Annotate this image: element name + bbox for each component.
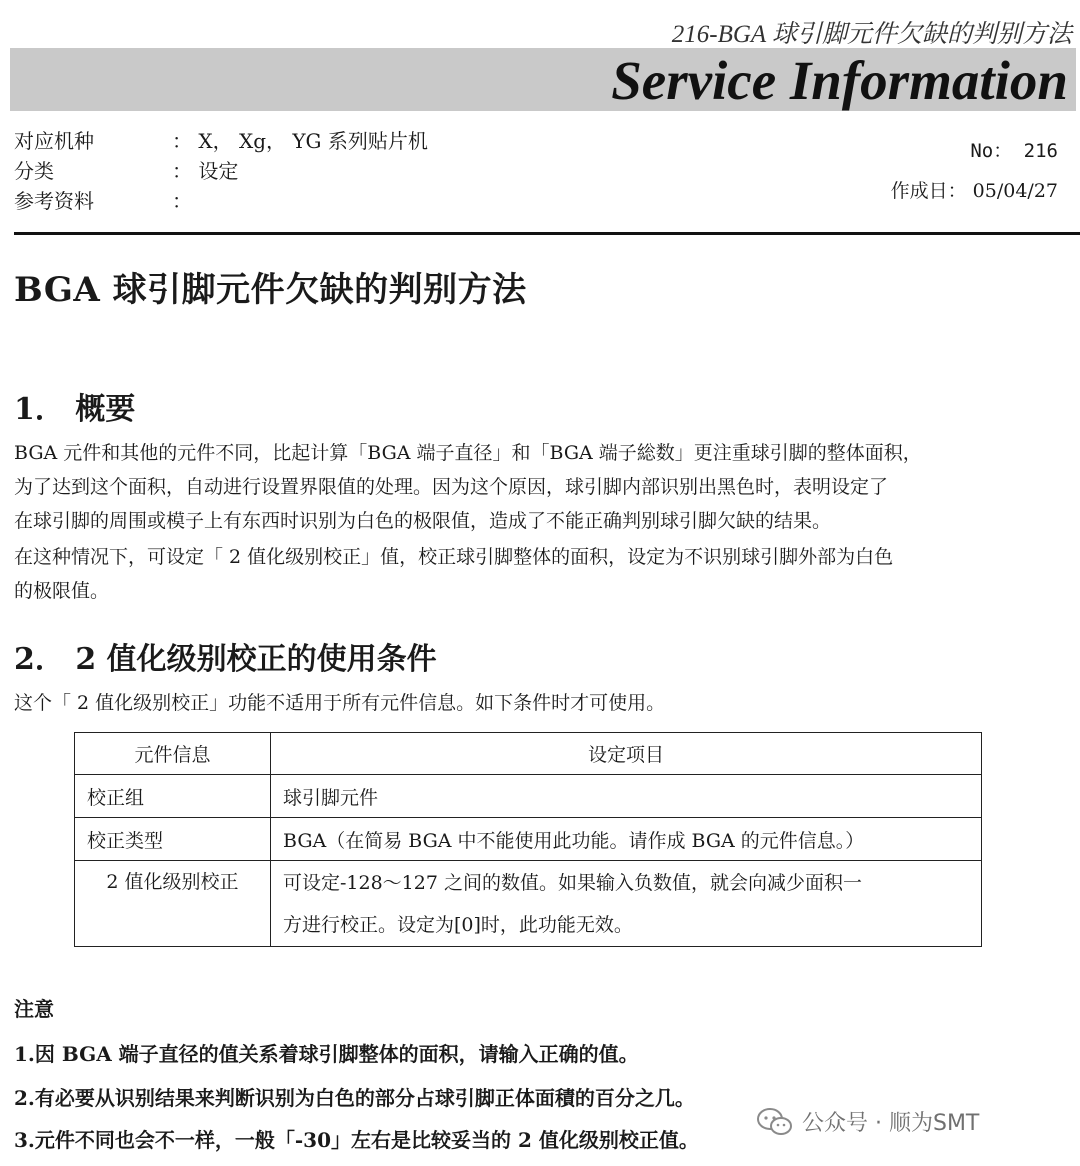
section-2-intro: 这个「 2 值化级别校正」功能不适用于所有元件信息。如下条件时才可使用。 <box>14 692 666 714</box>
meta-row-references <box>14 186 428 216</box>
paragraph-line: 的极限值。 <box>14 580 110 602</box>
notes-heading: 注意 <box>14 997 54 1021</box>
meta-label: 分类 <box>14 159 54 183</box>
note-item: 3.元件不同也会不一样，一般「-30」左右是比较妥当的 2 值化级别校正值。 <box>14 1128 699 1152</box>
creation-date: 作成日： 05/04/27 <box>890 180 1058 202</box>
document-code-title: 216-BGA 球引脚元件欠缺的判别方法 <box>671 21 1072 48</box>
section-2-heading: 2． 2 值化级别校正的使用条件 <box>14 642 437 677</box>
document-meta <box>14 126 428 216</box>
table-header-cell: 元件信息 <box>75 733 271 775</box>
wechat-icon <box>756 1107 794 1137</box>
table-cell-setting: BGA（在简易 BGA 中不能使用此功能。请作成 BGA 的元件信息。） <box>271 818 982 861</box>
meta-value: ： X， Xg， YG 系列贴片机 <box>172 129 428 153</box>
page-title: BGA 球引脚元件欠缺的判别方法 <box>14 270 527 310</box>
paragraph-line: 为了达到这个面积，自动进行设置界限值的处理。因为这个原因，球引脚内部识别出黑色时，表明设定了 <box>14 476 889 498</box>
header-divider <box>14 232 1080 235</box>
service-information-banner <box>10 48 1076 111</box>
conditions-table <box>74 732 982 947</box>
note-item: 1.因 BGA 端子直径的值关系着球引脚整体的面积，请输入正确的值。 <box>14 1042 639 1066</box>
table-cell-setting: 球引脚元件 <box>271 775 982 818</box>
meta-row-models <box>14 126 428 156</box>
banner-title: Service Information <box>611 50 1068 111</box>
section-1-heading: 1． 概要 <box>14 392 136 427</box>
watermark-text: 公众号 · 顺为SMT <box>802 1111 980 1136</box>
meta-label: 对应机种 <box>14 129 94 153</box>
table-cell-item: 校正类型 <box>75 818 271 861</box>
watermark <box>756 1106 979 1137</box>
meta-row-category <box>14 156 428 186</box>
setting-line: 可设定-128～127 之间的数值。如果输入负数值，就会向减少面积一 <box>283 871 862 894</box>
table-cell-item: 2 值化级别校正 <box>75 861 271 947</box>
section-1-paragraph-1 <box>14 436 1070 538</box>
paragraph-line: BGA 元件和其他的元件不同，比起计算「BGA 端子直径」和「BGA 端子総数」更注重球引脚的整体面积， <box>14 442 922 464</box>
section-1-paragraph-2 <box>14 540 1070 608</box>
table-row <box>75 861 982 947</box>
table-row <box>75 775 982 818</box>
setting-line: 方进行校正。设定为[0]时，此功能无效。 <box>283 913 633 936</box>
meta-value: ： <box>172 189 192 213</box>
table-cell-item: 校正组 <box>75 775 271 818</box>
paragraph-line: 在这种情况下，可设定「 2 值化级别校正」值，校正球引脚整体的面积，设定为不识别球引脚外部为白色 <box>14 546 894 568</box>
table-header-cell: 设定项目 <box>271 733 982 775</box>
meta-label: 参考资料 <box>14 189 94 213</box>
meta-value: ： 设定 <box>172 159 239 183</box>
document-number: No： 216 <box>970 140 1058 162</box>
table-header-row <box>75 733 982 775</box>
table-cell-setting <box>271 861 982 947</box>
note-item: 2.有必要从识别结果来判断识别为白色的部分占球引脚正体面積的百分之几。 <box>14 1086 695 1110</box>
paragraph-line: 在球引脚的周围或模子上有东西时识别为白色的极限值，造成了不能正确判别球引脚欠缺的结果。 <box>14 510 832 532</box>
table-row <box>75 818 982 861</box>
